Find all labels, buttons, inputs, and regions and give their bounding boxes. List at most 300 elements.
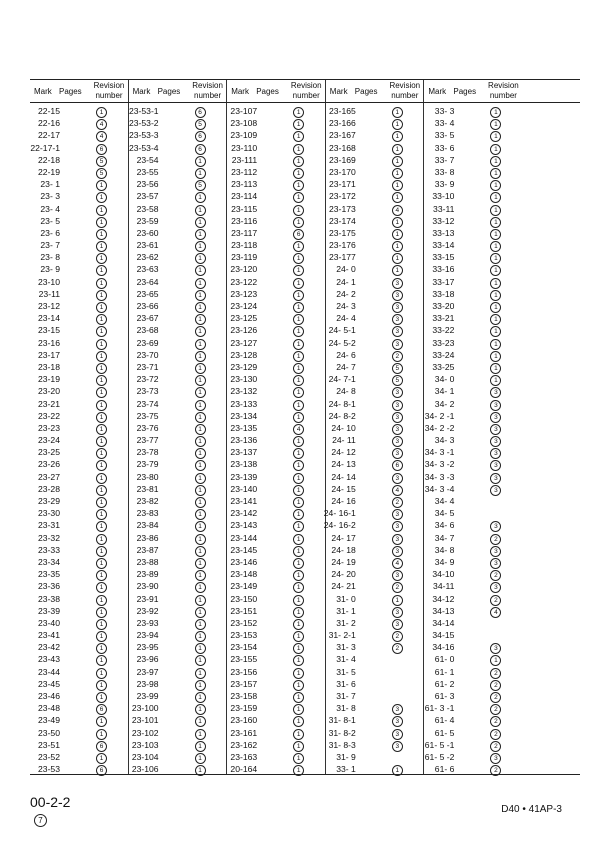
revision-circle: 4 — [490, 607, 501, 618]
page-cell: 23-15 — [38, 325, 60, 336]
table-row — [129, 667, 227, 679]
table-row — [227, 691, 325, 703]
page-cell: 23-126 — [230, 325, 258, 336]
revision-circle: 1 — [392, 119, 403, 130]
page-cell: 23-16 — [38, 337, 60, 348]
page-revision-circle: 7 — [34, 814, 47, 827]
table-row — [30, 630, 128, 642]
revision-circle: 1 — [293, 400, 304, 411]
revision-circle: 1 — [195, 241, 206, 252]
table-row — [129, 411, 227, 423]
revision-circle: 1 — [195, 302, 206, 313]
page-cell: 23-108 — [230, 118, 258, 129]
table-row — [326, 289, 424, 301]
page-cell: 23- 8 — [40, 252, 60, 263]
table-row — [227, 569, 325, 581]
table-row — [30, 654, 128, 666]
revision-circle: 1 — [195, 351, 206, 362]
page-cell: 23-115 — [231, 203, 258, 214]
revision-circle: 1 — [392, 131, 403, 142]
page-cell: 23-53-2 — [128, 118, 159, 129]
table-row — [129, 630, 227, 642]
revision-circle: 1 — [195, 765, 206, 776]
revision-column — [424, 106, 522, 776]
revision-circle: 1 — [195, 692, 206, 703]
page-cell: 23-33 — [38, 544, 60, 555]
page-cell: 23-156 — [230, 666, 258, 677]
revision-circle: 1 — [293, 448, 304, 459]
page-cell: 24- 14 — [331, 471, 356, 482]
revision-circle: 1 — [293, 290, 304, 301]
table-row — [30, 362, 128, 374]
revision-circle: 1 — [293, 655, 304, 666]
revision-circle: 3 — [392, 302, 403, 313]
revision-circle: 1 — [195, 192, 206, 203]
revision-circle: 1 — [293, 570, 304, 581]
revision-circle: 1 — [96, 546, 107, 557]
revision-circle: 1 — [490, 229, 501, 240]
revision-circle: 3 — [490, 412, 501, 423]
page-cell: 23-109 — [230, 130, 258, 141]
revision-circle: 1 — [293, 729, 304, 740]
page-cell: 33-12 — [432, 215, 455, 226]
table-row — [424, 264, 522, 276]
page-cell: 23-167 — [329, 130, 356, 141]
revision-circle: 1 — [96, 339, 107, 350]
table-row — [129, 435, 227, 447]
table-row — [424, 435, 522, 447]
revision-circle: 1 — [392, 229, 403, 240]
table-row — [129, 569, 227, 581]
revision-circle: 1 — [96, 655, 107, 666]
revision-circle: 1 — [195, 363, 206, 374]
page-cell: 23-141 — [230, 496, 258, 506]
revision-circle: 1 — [96, 716, 107, 727]
table-row — [326, 569, 424, 581]
table-row — [424, 423, 522, 435]
table-header — [30, 79, 580, 103]
table-row — [424, 362, 522, 374]
page-cell: 23-73 — [136, 386, 159, 397]
table-row — [424, 301, 522, 313]
page-cell: 34- 6 — [434, 520, 455, 531]
table-row — [129, 691, 227, 703]
model-code: D40 • 41AP-3 — [501, 804, 562, 815]
table-row — [326, 728, 424, 740]
table-row — [424, 740, 522, 752]
table-row — [227, 715, 325, 727]
revision-circle: 1 — [293, 180, 304, 191]
table-row — [129, 179, 227, 191]
table-row — [227, 459, 325, 471]
page-cell: 23-92 — [136, 605, 159, 616]
revision-circle: 1 — [195, 619, 206, 630]
page-cell: 23-14 — [38, 313, 60, 324]
page-cell: 23-44 — [38, 666, 60, 677]
page-cell: 23-90 — [136, 581, 159, 592]
revision-circle: 1 — [195, 668, 206, 679]
page-cell: 23-48 — [38, 703, 60, 714]
table-row — [326, 459, 424, 471]
table-row — [424, 167, 522, 179]
page-cell: 23-32 — [38, 532, 60, 543]
page-cell: 23-29 — [38, 496, 60, 506]
table-row — [227, 350, 325, 362]
table-row — [424, 594, 522, 606]
table-row — [326, 581, 424, 593]
revision-circle: 1 — [195, 741, 206, 752]
page-cell: 23- 4 — [40, 203, 60, 214]
revision-circle: 1 — [96, 180, 107, 191]
revision-circle: 1 — [96, 241, 107, 252]
page-cell: 23-125 — [230, 313, 258, 324]
revision-circle: 6 — [96, 765, 107, 776]
table-row — [30, 740, 128, 752]
page-cell: 23-20 — [38, 386, 60, 397]
page-cell: 23-34 — [38, 556, 60, 567]
page-cell: 23-71 — [136, 361, 159, 372]
page-cell: 31- 1 — [336, 605, 356, 616]
revision-circle: 4 — [392, 485, 403, 496]
revision-circle: 1 — [96, 448, 107, 459]
table-row — [129, 399, 227, 411]
table-row — [424, 240, 522, 252]
revision-circle: 1 — [392, 192, 403, 203]
page-cell: 23-100 — [131, 703, 159, 714]
revision-circle: 1 — [293, 521, 304, 532]
revision-circle: 1 — [96, 680, 107, 691]
table-row — [227, 472, 325, 484]
revision-circle: 1 — [293, 131, 304, 142]
table-row — [326, 130, 424, 142]
page-cell: 23-171 — [329, 179, 356, 190]
page-cell: 23-119 — [231, 252, 258, 263]
page-cell: 23-52 — [38, 751, 60, 762]
table-row — [30, 435, 128, 447]
revision-circle: 1 — [195, 509, 206, 520]
table-row — [30, 606, 128, 618]
revision-circle: 1 — [195, 375, 206, 386]
revision-circle: 1 — [96, 619, 107, 630]
revision-circle: 1 — [293, 716, 304, 727]
revision-circle: 1 — [96, 205, 107, 216]
table-row — [227, 325, 325, 337]
table-row — [227, 179, 325, 191]
header-mark: Mark — [231, 87, 249, 96]
page-cell: 23-140 — [230, 483, 258, 494]
revision-circle: 6 — [96, 741, 107, 752]
table-row — [227, 167, 325, 179]
table-row — [30, 496, 128, 508]
table-row — [129, 679, 227, 691]
revision-circle: 1 — [293, 473, 304, 484]
table-row — [227, 374, 325, 386]
table-row — [424, 191, 522, 203]
page-cell: 23-64 — [136, 276, 159, 287]
table-row — [129, 533, 227, 545]
revision-circle: 1 — [293, 326, 304, 337]
page-cell: 24- 16 — [331, 496, 356, 506]
revision-circle: 1 — [293, 375, 304, 386]
revision-circle: 2 — [490, 704, 501, 715]
page-cell: 24- 8-2 — [328, 410, 356, 421]
revision-circle: 1 — [392, 217, 403, 228]
table-row — [326, 399, 424, 411]
table-row — [129, 228, 227, 240]
table-row — [30, 386, 128, 398]
revision-circle: 1 — [293, 595, 304, 606]
revision-circle: 1 — [293, 144, 304, 155]
revision-circle: 1 — [96, 595, 107, 606]
footer-left — [30, 794, 70, 828]
page-cell: 23-136 — [230, 435, 258, 446]
table-row — [424, 520, 522, 532]
table-row — [326, 216, 424, 228]
revision-circle: 3 — [490, 485, 501, 496]
page-cell: 24- 13 — [331, 459, 356, 470]
page-cell: 23-23 — [38, 422, 60, 433]
revision-circle: 1 — [490, 180, 501, 191]
page-cell: 23-18 — [38, 361, 60, 372]
revision-circle: 3 — [392, 741, 403, 752]
table-row — [424, 752, 522, 764]
revision-circle: 1 — [96, 387, 107, 398]
page-cell: 23-169 — [329, 154, 356, 165]
revision-circle: 3 — [392, 473, 403, 484]
page-cell: 23-36 — [38, 581, 60, 592]
page-cell: 34-15 — [432, 630, 455, 641]
revision-circle: 1 — [195, 412, 206, 423]
table-row — [129, 752, 227, 764]
revision-circle: 4 — [96, 119, 107, 130]
table-row — [129, 204, 227, 216]
table-row — [129, 557, 227, 569]
table-row — [227, 411, 325, 423]
revision-circle: 6 — [392, 460, 403, 471]
table-row — [30, 277, 128, 289]
table-row — [30, 374, 128, 386]
revision-circle: 2 — [490, 692, 501, 703]
page-cell: 61- 5 — [434, 727, 455, 738]
revision-circle: 1 — [195, 570, 206, 581]
table-row — [424, 533, 522, 545]
table-row — [30, 399, 128, 411]
page-cell: 23-111 — [231, 154, 258, 165]
revision-circle: 1 — [96, 607, 107, 618]
page-cell: 24- 19 — [331, 556, 356, 567]
table-row — [129, 447, 227, 459]
page-cell: 23-63 — [136, 264, 159, 275]
revision-circle: 2 — [490, 716, 501, 727]
table-row — [30, 301, 128, 313]
revision-circle: 4 — [392, 558, 403, 569]
revision-circle: 1 — [293, 107, 304, 118]
page-cell: 33-10 — [432, 191, 455, 202]
page-cell: 61- 1 — [434, 666, 455, 677]
table-row — [129, 654, 227, 666]
page-cell: 34- 2 -2 — [424, 422, 455, 433]
revision-circle: 3 — [392, 509, 403, 520]
revision-circle: 1 — [195, 558, 206, 569]
page-cell: 23-158 — [230, 691, 258, 701]
revision-circle: 1 — [490, 131, 501, 142]
table-row — [30, 459, 128, 471]
revision-circle: 1 — [293, 619, 304, 630]
table-row — [129, 313, 227, 325]
table-row — [227, 581, 325, 593]
table-row — [30, 667, 128, 679]
table-row — [227, 252, 325, 264]
page-cell: 23-98 — [136, 678, 159, 689]
revision-circle: 2 — [490, 668, 501, 679]
table-row — [227, 618, 325, 630]
page-cell: 23-65 — [136, 288, 159, 299]
page-cell: 23-163 — [230, 751, 258, 762]
revision-circle: 6 — [195, 107, 206, 118]
revision-circle: 1 — [195, 716, 206, 727]
table-row — [326, 654, 424, 666]
revision-circle: 1 — [490, 375, 501, 386]
revision-circle: 1 — [195, 607, 206, 618]
page-cell: 22-17 — [38, 130, 60, 141]
table-row — [30, 350, 128, 362]
header-revision: Revision number — [389, 81, 421, 100]
table-row — [227, 191, 325, 203]
table-row — [326, 155, 424, 167]
page-cell: 23-101 — [131, 715, 159, 726]
table-row — [326, 740, 424, 752]
table-row — [326, 533, 424, 545]
page-cell: 23-11 — [38, 288, 60, 299]
table-row — [326, 484, 424, 496]
page-cell: 24- 2 — [336, 288, 356, 299]
table-row — [30, 557, 128, 569]
table-row — [326, 703, 424, 715]
revision-circle: 1 — [195, 631, 206, 642]
table-row — [129, 386, 227, 398]
revision-circle: 4 — [96, 131, 107, 142]
table-row — [326, 472, 424, 484]
table-row — [227, 496, 325, 508]
table-row — [227, 216, 325, 228]
revision-circle: 1 — [96, 460, 107, 471]
revision-circle: 1 — [293, 119, 304, 130]
page-cell: 33-17 — [432, 276, 455, 287]
page-cell: 34-16 — [432, 642, 455, 653]
page-cell: 31- 9 — [336, 751, 356, 762]
table-row — [424, 325, 522, 337]
page-cell: 33-20 — [432, 301, 455, 311]
table-row — [30, 179, 128, 191]
page-cell: 23-94 — [136, 630, 159, 641]
revision-circle: 1 — [96, 265, 107, 276]
table-row — [227, 606, 325, 618]
page-cell: 23-175 — [329, 227, 356, 238]
revision-circle: 1 — [96, 570, 107, 581]
revision-circle: 1 — [293, 351, 304, 362]
page-cell: 23-133 — [230, 398, 258, 409]
revision-circle: 1 — [490, 278, 501, 289]
page-cell: 23- 3 — [40, 191, 60, 202]
table-row — [129, 167, 227, 179]
page-cell: 33-11 — [433, 203, 455, 214]
revision-circle: 1 — [293, 680, 304, 691]
page-cell: 23-151 — [230, 605, 258, 616]
revision-circle: 1 — [195, 595, 206, 606]
revision-circle: 3 — [392, 424, 403, 435]
page-cell: 23-129 — [230, 361, 258, 372]
page-cell: 23-81 — [136, 483, 159, 494]
revision-circle: 3 — [490, 753, 501, 764]
page-cell: 23-130 — [230, 374, 258, 385]
page-cell: 23-173 — [329, 203, 356, 214]
page-cell: 33-16 — [432, 264, 455, 275]
revision-circle: 1 — [195, 521, 206, 532]
page-cell: 33-15 — [432, 252, 455, 263]
page-cell: 23-75 — [136, 410, 159, 421]
table-row — [30, 143, 128, 155]
page-cell: 23-77 — [136, 435, 159, 446]
page-cell: 61- 4 — [434, 715, 455, 726]
table-row — [227, 204, 325, 216]
page-cell: 24- 5-2 — [328, 337, 356, 348]
revision-circle: 1 — [293, 765, 304, 776]
page-cell: 33-14 — [432, 240, 455, 251]
page-cell: 23-69 — [136, 337, 159, 348]
revision-circle: 1 — [490, 351, 501, 362]
table-row — [227, 594, 325, 606]
page-cell: 23-70 — [136, 349, 159, 360]
revision-circle: 1 — [293, 253, 304, 264]
header-mark: Mark — [132, 87, 151, 96]
revision-circle: 1 — [195, 704, 206, 715]
table-row — [227, 386, 325, 398]
revision-circle: 3 — [392, 290, 403, 301]
page-cell: 34- 1 — [434, 386, 455, 397]
revision-circle: 1 — [392, 765, 403, 776]
revision-circle: 1 — [392, 241, 403, 252]
revision-circle: 1 — [195, 156, 206, 167]
page-cell: 23-38 — [38, 593, 60, 604]
revision-circle: 5 — [96, 168, 107, 179]
revision-circle: 1 — [195, 387, 206, 398]
table-row — [30, 764, 128, 776]
table-row — [30, 447, 128, 459]
page-cell: 31- 0 — [336, 593, 356, 604]
table-row — [129, 606, 227, 618]
page-cell: 23-145 — [230, 544, 258, 555]
revision-circle: 3 — [392, 534, 403, 545]
table-row — [30, 216, 128, 228]
page-cell: 23-149 — [230, 581, 258, 592]
table-row — [424, 155, 522, 167]
table-row — [326, 143, 424, 155]
revision-circle: 3 — [392, 448, 403, 459]
revision-circle: 1 — [96, 509, 107, 520]
table-row — [227, 118, 325, 130]
table-row — [129, 423, 227, 435]
page-cell: 34-13 — [432, 605, 455, 616]
page-cell: 31- 3 — [336, 642, 356, 653]
table-row — [129, 740, 227, 752]
table-row — [129, 728, 227, 740]
table-row — [424, 557, 522, 569]
page-cell: 23-19 — [38, 374, 60, 385]
revision-circle: 3 — [392, 412, 403, 423]
table-row — [129, 362, 227, 374]
header-pages: Pages — [256, 87, 279, 96]
page-cell: 34- 3 -3 — [424, 471, 455, 482]
